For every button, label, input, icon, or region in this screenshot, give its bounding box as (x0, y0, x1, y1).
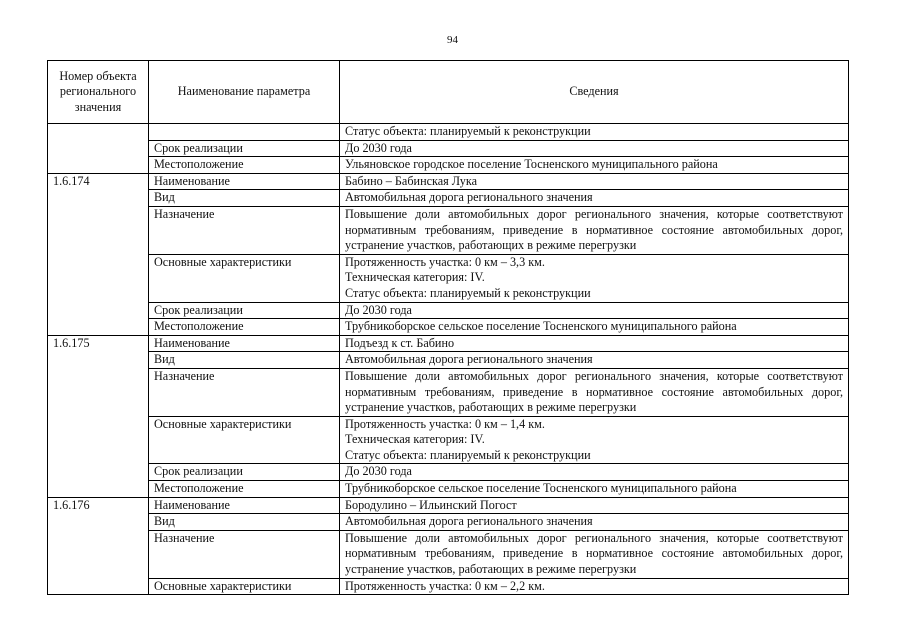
parameter-name-cell: Наименование (149, 173, 340, 190)
parameter-name-cell: Местоположение (149, 481, 340, 498)
details-line: Трубникоборское сельское поселение Тосненского муниципального района (345, 481, 737, 496)
table-row (48, 190, 849, 207)
header-object-number: Номер объекта регионального значения (48, 61, 149, 124)
details-line: Статус объекта: планируемый к реконструкции (345, 285, 591, 300)
details-cell (340, 530, 849, 578)
details-line: Бородулино – Ильинский Погост (345, 497, 517, 512)
details-cell (340, 157, 849, 174)
details-line: Техническая категория: IV. (345, 432, 485, 447)
parameter-name-cell: Наименование (149, 497, 340, 514)
details-line: Трубникоборское сельское поселение Тосненского муниципального района (345, 319, 737, 334)
details-cell (340, 190, 849, 207)
details-line: До 2030 года (345, 464, 412, 479)
details-line: Протяженность участка: 0 км – 2,2 км. (345, 578, 545, 593)
parameter-name-cell: Основные характеристики (149, 254, 340, 302)
object-number-cell: 1.6.176 (48, 497, 149, 595)
details-cell (340, 124, 849, 141)
details-cell (340, 302, 849, 319)
details-cell (340, 481, 849, 498)
table-row (48, 352, 849, 369)
parameter-name-cell: Вид (149, 352, 340, 369)
details-cell (340, 578, 849, 595)
details-line: До 2030 года (345, 140, 412, 155)
table-row (48, 319, 849, 336)
table-row (48, 464, 849, 481)
details-cell (340, 206, 849, 254)
parameter-name-cell: Назначение (149, 206, 340, 254)
details-line: До 2030 года (345, 302, 412, 317)
parameter-name-cell: Основные характеристики (149, 578, 340, 595)
table-row (48, 140, 849, 157)
details-line: Автомобильная дорога регионального значения (345, 352, 593, 367)
object-number-cell: 1.6.174 (48, 173, 149, 335)
table-row (48, 173, 849, 190)
parameter-name-cell: Местоположение (149, 157, 340, 174)
table-row (48, 530, 849, 578)
parameter-name-cell: Срок реализации (149, 140, 340, 157)
table-row (48, 497, 849, 514)
parameter-name-cell (149, 124, 340, 141)
details-cell (340, 464, 849, 481)
details-line: Статус объекта: планируемый к реконструкции (345, 447, 591, 462)
details-line: Подъезд к ст. Бабино (345, 335, 455, 350)
details-line: Повышение доли автомобильных дорог регионального значения, которые соответствуют нормативным требованиям, приведение в нормативное состояние автомобильных дорог, устранение участков, работающих в режиме перегрузки (345, 368, 843, 415)
details-line: Повышение доли автомобильных дорог регионального значения, которые соответствуют нормативным требованиям, приведение в нормативное состояние автомобильных дорог, устранение участков, работающих в режиме перегрузки (345, 530, 843, 577)
parameter-name-cell: Местоположение (149, 319, 340, 336)
details-line: Автомобильная дорога регионального значения (345, 514, 593, 529)
table-row (48, 416, 849, 464)
parameter-name-cell: Основные характеристики (149, 416, 340, 464)
regional-objects-table (47, 60, 849, 595)
details-cell (340, 140, 849, 157)
parameter-name-cell: Вид (149, 190, 340, 207)
details-line: Протяженность участка: 0 км – 1,4 км. (345, 416, 545, 431)
parameter-name-cell: Назначение (149, 368, 340, 416)
details-line: Статус объекта: планируемый к реконструкции (345, 124, 591, 138)
table-row (48, 335, 849, 352)
details-line: Протяженность участка: 0 км – 3,3 км. (345, 254, 545, 269)
parameter-name-cell: Срок реализации (149, 464, 340, 481)
details-line: Бабино – Бабинская Лука (345, 173, 477, 188)
object-number-cell (48, 124, 149, 174)
parameter-name-cell: Срок реализации (149, 302, 340, 319)
details-line: Автомобильная дорога регионального значения (345, 190, 593, 205)
parameter-name-cell: Назначение (149, 530, 340, 578)
details-line: Повышение доли автомобильных дорог регионального значения, которые соответствуют нормативным требованиям, приведение в нормативное состояние автомобильных дорог, устранение участков, работающих в режиме перегрузки (345, 206, 843, 253)
page-number: 94 (447, 34, 458, 46)
table-row (48, 368, 849, 416)
table-row (48, 578, 849, 595)
details-cell (340, 254, 849, 302)
header-parameter-name: Наименование параметра (149, 61, 340, 124)
details-line: Ульяновское городское поселение Тосненского муниципального района (345, 157, 718, 172)
parameter-name-cell: Вид (149, 514, 340, 531)
table-row (48, 514, 849, 531)
header-details: Сведения (340, 61, 849, 124)
parameter-name-cell: Наименование (149, 335, 340, 352)
details-cell (340, 319, 849, 336)
table-body (48, 124, 849, 595)
details-cell (340, 335, 849, 352)
details-cell (340, 514, 849, 531)
details-cell (340, 352, 849, 369)
table-header-row (48, 61, 849, 124)
table-row (48, 302, 849, 319)
details-cell (340, 416, 849, 464)
table-row (48, 254, 849, 302)
table-row (48, 206, 849, 254)
table-row (48, 481, 849, 498)
details-cell (340, 497, 849, 514)
details-cell (340, 368, 849, 416)
details-line: Техническая категория: IV. (345, 270, 485, 285)
table-row (48, 157, 849, 174)
object-number-cell: 1.6.175 (48, 335, 149, 497)
details-cell (340, 173, 849, 190)
table-row (48, 124, 849, 141)
